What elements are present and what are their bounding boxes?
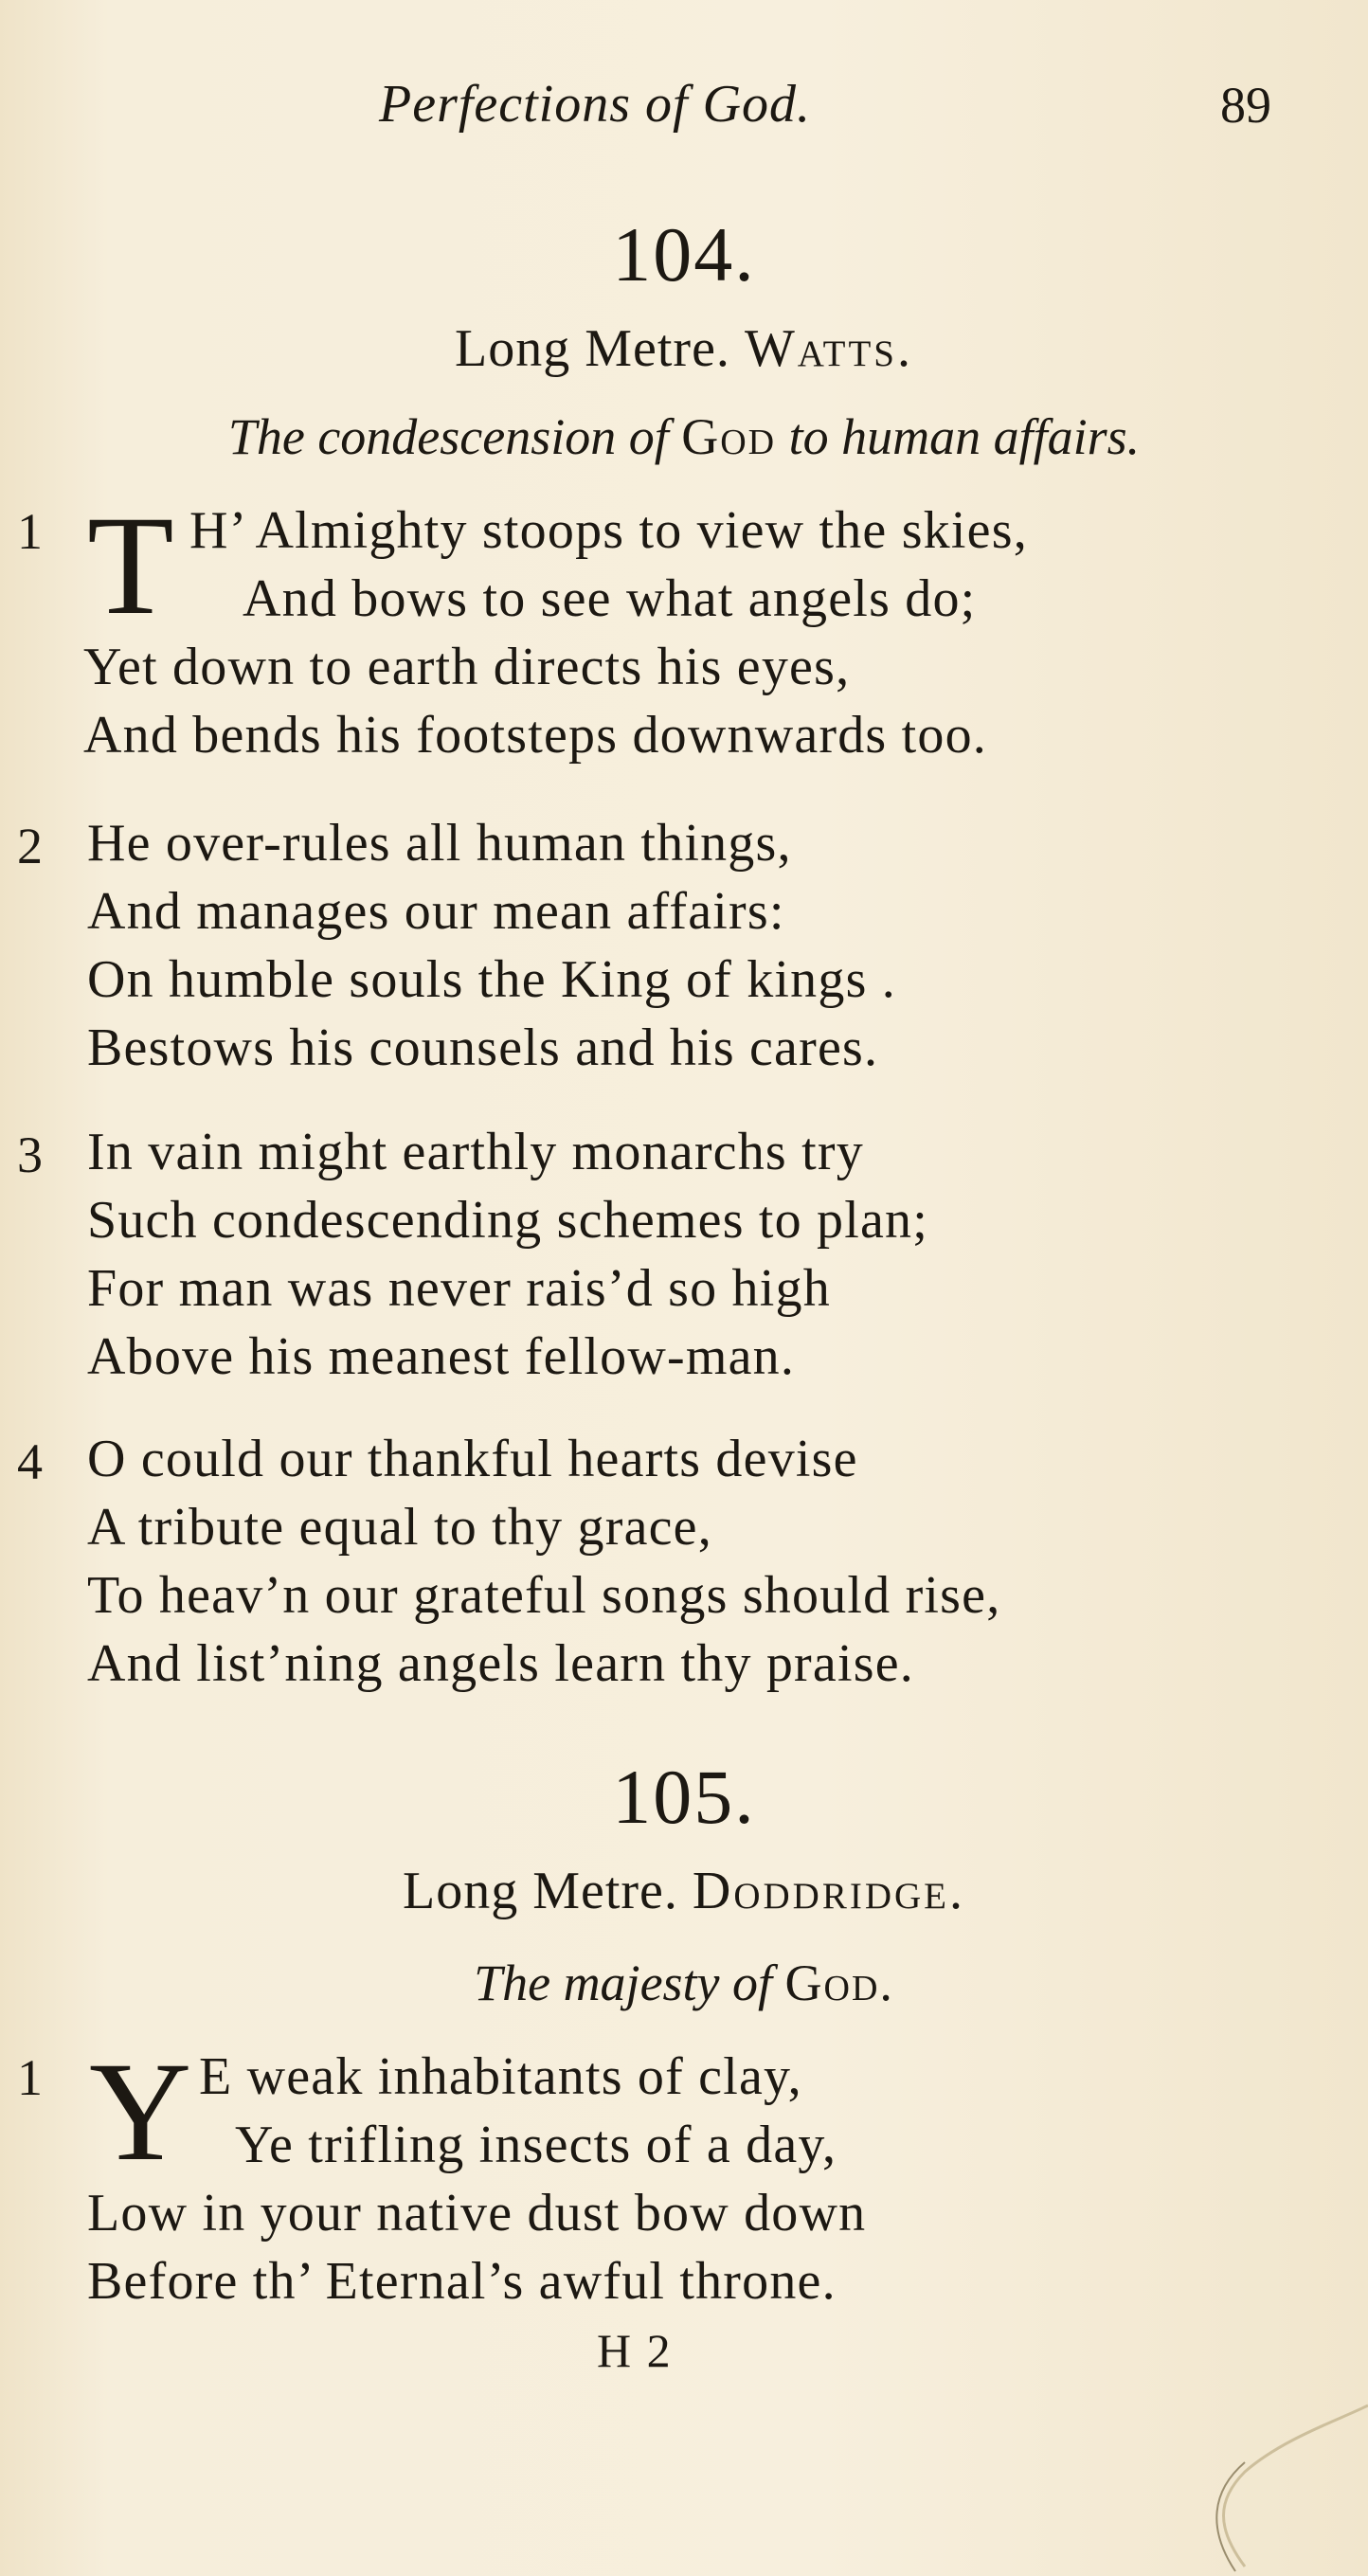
verse-line: Bestows his counsels and his cares. <box>87 1018 879 1077</box>
drop-cap: T <box>87 487 174 644</box>
hymn-number: 105. <box>612 1754 756 1840</box>
verse-line: To heav’n our grateful songs should rise, <box>87 1566 1001 1625</box>
verse-line: Before th’ Eternal’s awful throne. <box>87 2252 837 2311</box>
hymn-subject <box>0 1954 1368 2012</box>
verse-line: E weak inhabitants of clay, <box>199 2047 802 2106</box>
verse-line: For man was never rais’d so high <box>87 1259 831 1318</box>
verse-number: 2 <box>17 818 43 874</box>
verse-line: And bends his footsteps downwards too. <box>83 706 987 765</box>
verse-line: On humble souls the King of kings . <box>87 950 896 1009</box>
hymn-meter-line <box>0 318 1368 379</box>
verse-number: 4 <box>17 1433 43 1490</box>
verse-line: In vain might earthly monarchs try <box>87 1123 864 1181</box>
page-curl-mark <box>1179 2330 1368 2576</box>
subject-god: God <box>681 408 777 465</box>
verse-number: 1 <box>17 503 43 560</box>
running-title: Perfections of God. <box>379 75 812 134</box>
verse-line: And bows to see what angels do; <box>243 569 977 628</box>
verse-line: O could our thankful hearts devise <box>87 1430 858 1488</box>
verse-line: And list’ning angels learn thy praise. <box>87 1634 914 1693</box>
verse-line: A tribute equal to thy grace, <box>87 1498 712 1557</box>
author: Doddridge. <box>692 1862 965 1920</box>
meter: Long Metre. <box>455 319 730 378</box>
meter: Long Metre. <box>402 1862 678 1920</box>
verse-line: He over-rules all human things, <box>87 814 792 873</box>
verse-line: Yet down to earth directs his eyes, <box>83 638 851 696</box>
verse-line: Above his meanest fellow-man. <box>87 1327 796 1386</box>
verse-line: Such condescending schemes to plan; <box>87 1191 929 1250</box>
subject-god: God. <box>784 1955 894 2011</box>
verse-line: And manages our mean affairs: <box>87 882 785 941</box>
drop-cap: Y <box>89 2033 192 2190</box>
hymn-number: 104. <box>612 211 756 297</box>
verse-line: Ye trifling insects of a day, <box>235 2116 837 2174</box>
hymn-meter-line <box>0 1861 1368 1921</box>
subject-italic: The condescension of <box>227 408 669 465</box>
hymn-subject <box>0 407 1368 466</box>
verse-line: H’ Almighty stoops to view the skies, <box>189 501 1028 560</box>
subject-rest: to human affairs. <box>788 408 1141 465</box>
page-number: 89 <box>1220 77 1271 134</box>
verse-line: Low in your native dust bow down <box>87 2184 867 2243</box>
author: Watts. <box>744 319 913 378</box>
signature-mark: H 2 <box>597 2324 673 2377</box>
subject-italic: The majesty of <box>474 1955 773 2011</box>
verse-number: 3 <box>17 1126 43 1183</box>
verse-number: 1 <box>17 2049 43 2106</box>
